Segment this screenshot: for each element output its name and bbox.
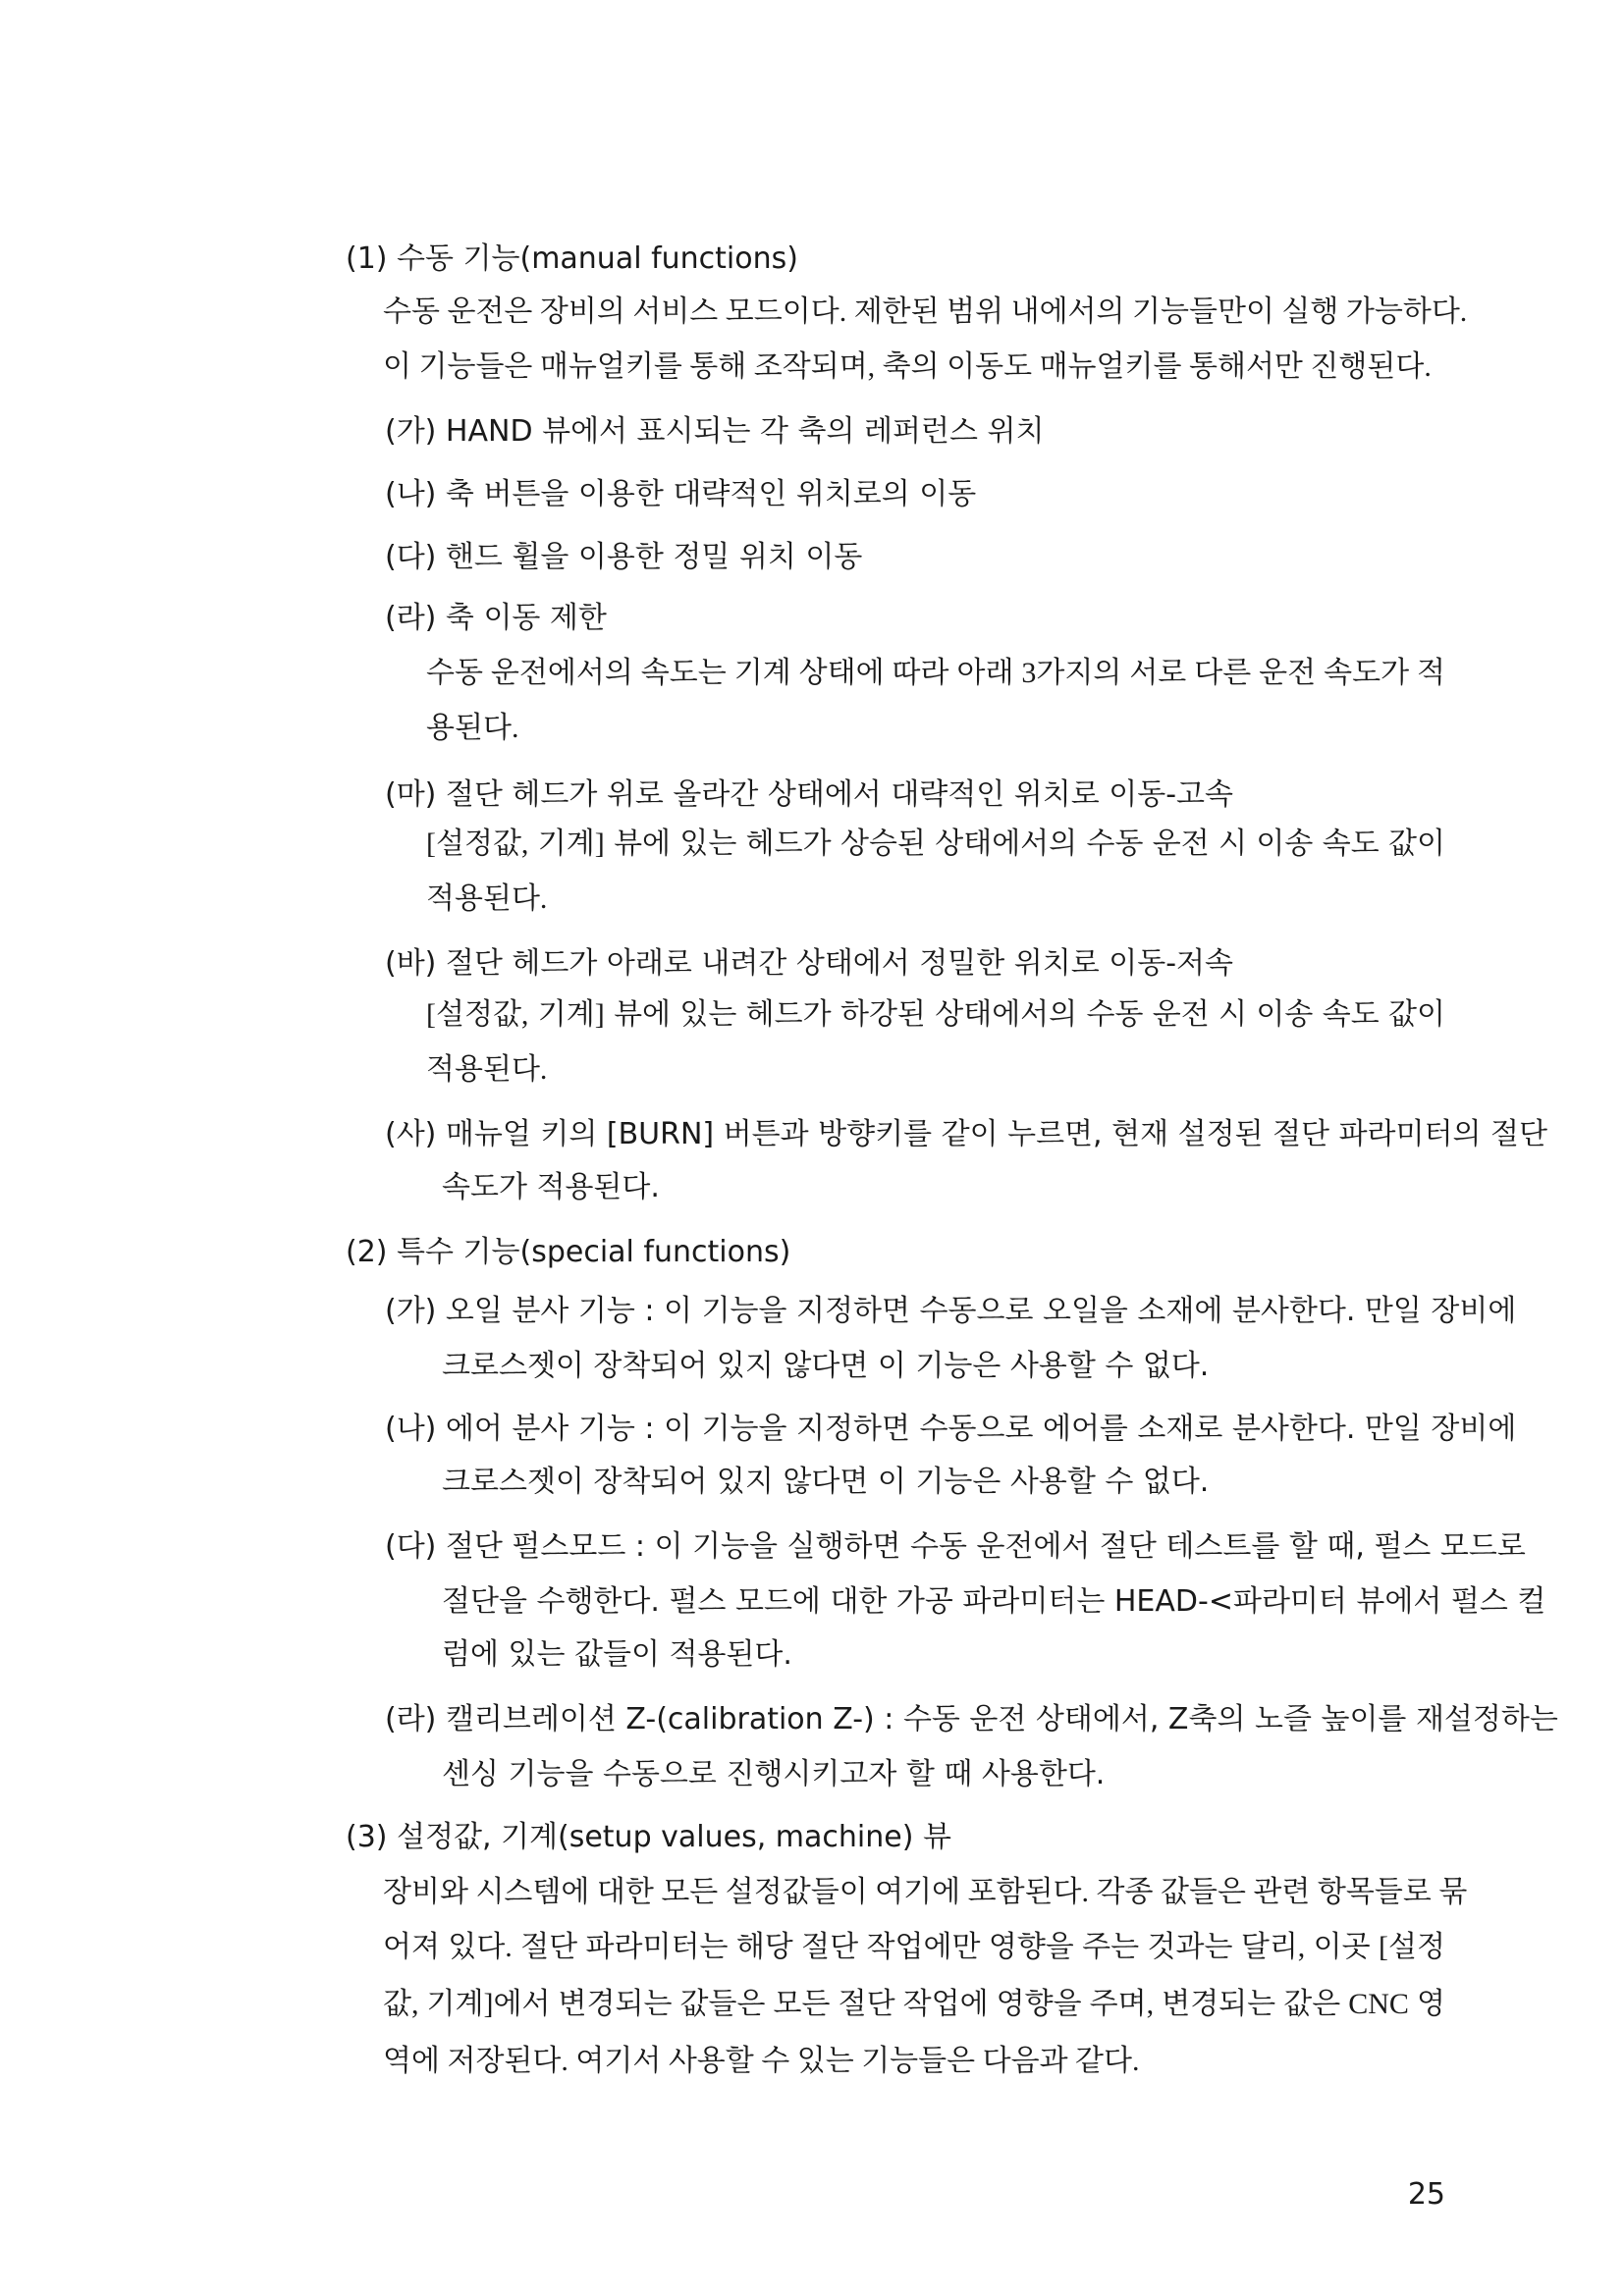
section-heading-setup-values: (3) 설정값, 기계(setup values, machine) 뷰 <box>346 1820 951 1854</box>
list-item: (가) 오일 분사 기능 : 이 기능을 지정하면 수동으로 오일을 소재에 분사한다. 만일 장비에 <box>385 1294 1517 1328</box>
section-heading-special-functions: (2) 특수 기능(special functions) <box>346 1235 791 1269</box>
list-item-continued: 센싱 기능을 수동으로 진행시키고자 할 때 사용한다. <box>442 1757 1106 1791</box>
list-item: (나) 에어 분사 기능 : 이 기능을 지정하면 수동으로 에어를 소재로 분사한다. 만일 장비에 <box>385 1412 1517 1446</box>
page-number: 25 <box>1407 2177 1445 2212</box>
list-item: (다) 핸드 휠을 이용한 정밀 위치 이동 <box>385 540 863 574</box>
paragraph-line: 수동 운전은 장비의 서비스 모드이다. 제한된 범위 내에서의 기능들만이 실행 가능하다. <box>383 295 1468 328</box>
list-item: (가) HAND 뷰에서 표시되는 각 축의 레퍼런스 위치 <box>385 414 1045 449</box>
list-item: (바) 절단 헤드가 아래로 내려간 상태에서 정밀한 위치로 이동-저속 <box>385 946 1234 981</box>
list-item: (다) 절단 펄스모드 : 이 기능을 실행하면 수동 운전에서 절단 테스트를 할 때, 펄스 모드로 <box>385 1529 1526 1564</box>
note-line: [설정값, 기계] 뷰에 있는 헤드가 상승된 상태에서의 수동 운전 시 이송 속도 값이 <box>426 828 1445 860</box>
section-heading-manual-functions: (1) 수동 기능(manual functions) <box>346 241 798 276</box>
paragraph-line: 어져 있다. 절단 파라미터는 해당 절단 작업에만 영향을 주는 것과는 달리, 이곳 [설정 <box>383 1931 1445 1963</box>
list-item-continued: 크로스젯이 장착되어 있지 않다면 이 기능은 사용할 수 없다. <box>442 1349 1210 1383</box>
note-line: [설정값, 기계] 뷰에 있는 헤드가 하강된 상태에서의 수동 운전 시 이송 속도 값이 <box>426 998 1445 1031</box>
list-item: (마) 절단 헤드가 위로 올라간 상태에서 대략적인 위치로 이동-고속 <box>385 777 1234 812</box>
list-item-continued: 럼에 있는 값들이 적용된다. <box>442 1637 792 1672</box>
note-line: 수동 운전에서의 속도는 기계 상태에 따라 아래 3가지의 서로 다른 운전 속도가 적 <box>426 657 1445 689</box>
list-item-continued: 속도가 적용된다. <box>442 1170 660 1204</box>
paragraph-line: 값, 기계]에서 변경되는 값들은 모든 절단 작업에 영향을 주며, 변경되는 값은 CNC 영 <box>383 1988 1445 2020</box>
list-item: (라) 캘리브레이션 Z-(calibration Z-) : 수동 운전 상태에서, Z축의 노즐 높이를 재설정하는 <box>385 1702 1558 1736</box>
paragraph-line: 이 기능들은 매뉴얼키를 통해 조작되며, 축의 이동도 매뉴얼키를 통해서만 진행된다. <box>383 350 1432 383</box>
list-item-continued: 크로스젯이 장착되어 있지 않다면 이 기능은 사용할 수 없다. <box>442 1465 1210 1499</box>
paragraph-line: 장비와 시스템에 대한 모든 설정값들이 여기에 포함된다. 각종 값들은 관련 항목들로 묶 <box>383 1876 1468 1908</box>
list-item: (나) 축 버튼을 이용한 대략적인 위치로의 이동 <box>385 477 977 511</box>
list-item: (사) 매뉴얼 키의 [BURN] 버튼과 방향키를 같이 누르면, 현재 설정된 절단 파라미터의 절단 <box>385 1117 1547 1151</box>
note-line: 적용된다. <box>426 882 548 915</box>
paragraph-line: 역에 저장된다. 여기서 사용할 수 있는 기능들은 다음과 같다. <box>383 2045 1140 2077</box>
note-line: 적용된다. <box>426 1053 548 1086</box>
note-line: 용된다. <box>426 712 519 744</box>
list-item-continued: 절단을 수행한다. 펄스 모드에 대한 가공 파라미터는 HEAD-<파라미터 뷰에서 펄스 컬 <box>442 1584 1546 1619</box>
list-item: (라) 축 이동 제한 <box>385 601 607 635</box>
